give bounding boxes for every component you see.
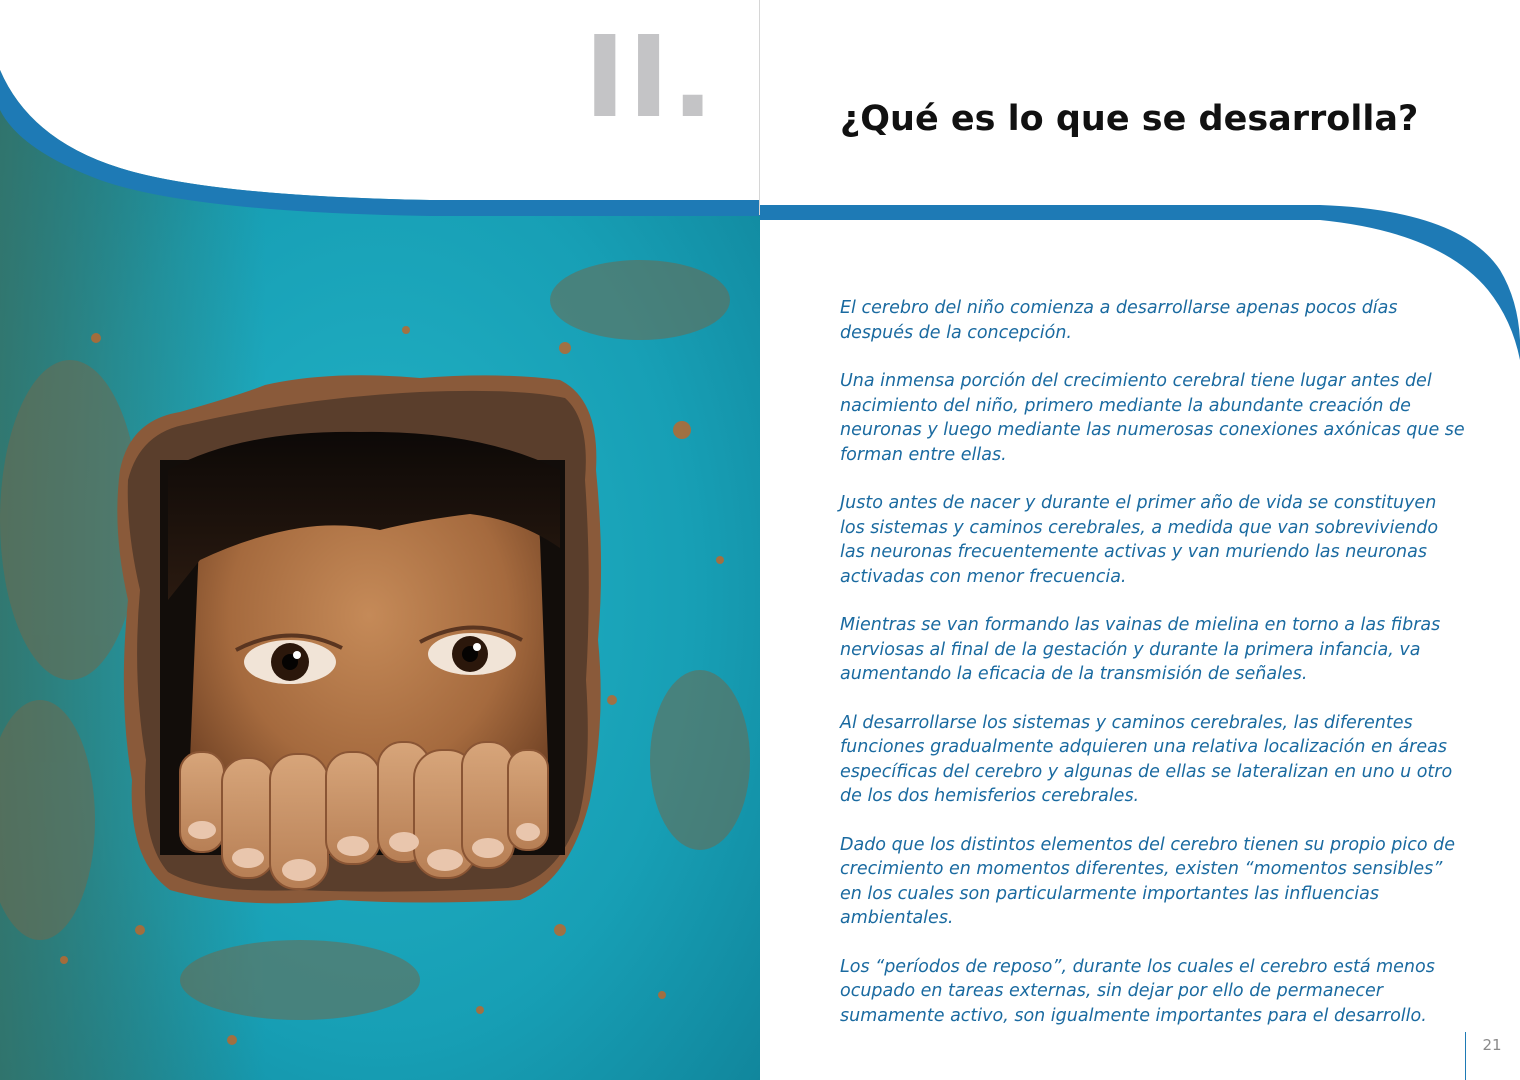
paragraph: Al desarrollarse los sistemas y caminos cerebrales, las diferentes funciones gradualmente adquieren una relativa localización en áreas específicas del cerebro y algunas de ellas se lateralizan en uno u otro de los dos hemisferios cerebrales. bbox=[840, 712, 1453, 806]
right-page bbox=[760, 0, 1520, 1080]
paragraph: Mientras se van formando las vainas de mielina en torno a las fibras nerviosas al final de la gestación y durante la primera infancia, va aumentando la eficacia de la transmisión de señales. bbox=[840, 615, 1441, 684]
page-title: ¿Qué es lo que se desarrolla? bbox=[840, 99, 1419, 139]
paragraph: Una inmensa porción del crecimiento cerebral tiene lugar antes del nacimiento del niño, primero mediante la abundante creación de neuronas y luego mediante las numerosas conexiones axónicas que se forman entre ellas. bbox=[840, 371, 1465, 465]
page-number-rule bbox=[1465, 1032, 1466, 1080]
paragraph: Justo antes de nacer y durante el primer año de vida se constituyen los sistemas y caminos cerebrales, a medida que van sobreviviendo las neuronas frecuentemente activas y van muriendo las neuronas activadas con menor frecuencia. bbox=[840, 493, 1439, 587]
body-text bbox=[840, 296, 1465, 1052]
paragraph: Dado que los distintos elementos del cerebro tienen su propio pico de crecimiento en momentos diferentes, existen “momentos sensibles” en los cuales son particularmente importantes las influencias ambientales. bbox=[840, 834, 1456, 928]
paragraph: El cerebro del niño comienza a desarrollarse apenas pocos días después de la concepción. bbox=[840, 298, 1398, 343]
section-numeral: II. bbox=[584, 13, 716, 143]
page-number: 21 bbox=[1482, 1036, 1502, 1054]
paragraph: Los “períodos de reposo”, durante los cuales el cerebro está menos ocupado en tareas externas, sin dejar por ello de permanecer sumamente activo, son igualmente importantes para el desarrollo. bbox=[840, 956, 1435, 1026]
